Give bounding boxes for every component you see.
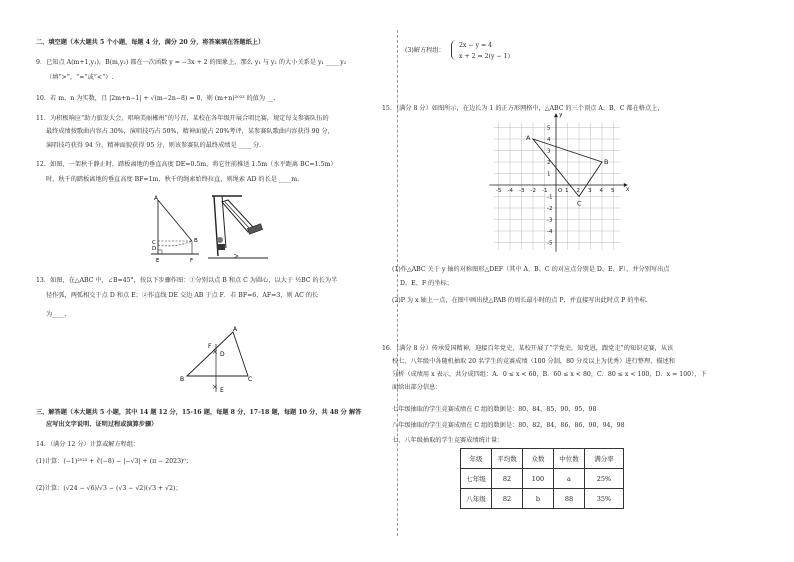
x-tick-label: 5	[611, 188, 615, 194]
fig13-label-c: C	[248, 376, 253, 383]
table-cell: 25%	[585, 469, 624, 489]
q14-part-3-label: (3)解方程组：	[405, 47, 445, 54]
origin-label: O	[558, 188, 563, 194]
x-tick-label: -3	[519, 188, 525, 194]
svg-text:×: ×	[212, 383, 218, 391]
y-tick-label: 3	[547, 148, 551, 155]
x-tick-label: -1	[542, 188, 548, 194]
fig12-label-f: F	[190, 258, 194, 264]
q16-grade8-data: 八年级抽取的学生竞赛成绩在 C 组的数据是：80，82，84，86，86，90，94，98	[392, 422, 625, 429]
y-tick-label: -1	[547, 194, 553, 201]
table-header-cell: 中位数	[554, 449, 585, 469]
q15-part-1: (1)作△ABC 关于 y 轴的对称图形△DEF（其中 A、B、C 的对应点分别是 D、E、F），并分别写出点	[392, 266, 670, 273]
x-tick-label: 2	[576, 188, 580, 194]
y-tick-label: 5	[547, 125, 551, 132]
q14-part-1: (1)计算：(−1)²⁰²³ + ∛(−8) − |−√3| + (π − 2023)⁰；	[36, 458, 193, 465]
table-cell: 七年级	[461, 469, 492, 489]
table-header-row	[461, 449, 624, 469]
q11-text-1: 11．为积极响应“助力旅发大会，唱响美丽郴州”的号召，某校在各年级开展合唱比赛，规定每支参赛队伍的	[36, 115, 329, 122]
table-row	[461, 469, 624, 489]
table-cell: 88	[554, 489, 585, 509]
table-header-cell: 年级	[461, 449, 492, 469]
x-tick-label: -4	[507, 188, 513, 194]
q13-figure-triangle	[178, 322, 258, 396]
fig12-label-a: A	[154, 195, 159, 202]
q16-grade7-data: 七年级抽取的学生竞赛成绩在 C 组的数据是：80，84，85，90，95，98	[392, 406, 597, 413]
fig13-label-b: B	[180, 376, 185, 383]
fig12-label-e: E	[156, 258, 160, 264]
x-tick-label: -2	[530, 188, 536, 194]
fig13-label-e: E	[220, 387, 224, 394]
section-3-title: 三、解答题（本大题共 5 小题，其中 14 题 12 分，15-16 题，每题 8 分，17-18 题，每题 10 分，共 48 分 解答	[36, 409, 362, 416]
fig13-label-f: F	[208, 343, 212, 350]
y-tick-label: -5	[547, 240, 553, 247]
table-cell: a	[554, 469, 585, 489]
y-tick-label: 4	[547, 137, 551, 143]
q9-hint: （填“>”，“=”或“<”）.	[46, 74, 114, 81]
q16-text-2: 校七、八年级中各随机抽取 20 名学生的竞赛成绩（100 分制，80 分及以上为优秀）进行整理、描述和	[392, 358, 675, 365]
y-axis-arrow	[554, 113, 558, 117]
fig12-label-c: C	[152, 240, 156, 246]
q13-text-3: 为____.	[46, 311, 67, 318]
section-3-subtitle: 应写出文字说明、证明过程或演算步骤）	[46, 421, 158, 428]
table-cell: 八年级	[461, 489, 492, 509]
equation-brace	[451, 40, 458, 60]
table-cell: 82	[492, 469, 523, 489]
q12-text-2: 时，秋千的踏板离地的垂直高度 BF=1m，秋千的绳索始终拉直，则绳索 AD 的长是 ____m.	[46, 176, 300, 183]
table-row	[461, 489, 624, 509]
q12-figure-triangle	[145, 192, 205, 270]
y-tick-label: -4	[547, 229, 553, 235]
x-tick-label: 1	[565, 188, 569, 194]
q16-text-1: 16．（满分 8 分）传承爱国精神，迎接百年党史，某校开展了“学党史，知党恩，跟党走”的知识竞赛，从该	[382, 345, 674, 352]
q11-text-2: 最终成绩按歌曲内容占 30%，演唱技巧占 50%，精神面貌占 20%考评，某参赛队歌曲内容获得 90 分，	[46, 128, 334, 135]
q12-figure-swing	[208, 188, 270, 270]
q12-text-1: 12．如图，一架秋千静止时，踏板离地的垂直高度 DE=0.5m，将它往前推送 1.5m（水平距离 BC=1.5m）	[36, 161, 337, 168]
x-tick-label: 3	[588, 188, 592, 194]
x-axis-label: x	[625, 186, 630, 193]
point-label-c: C	[577, 199, 582, 208]
q15-part-2: (2)P 为 x 轴上一点，在图中画出使△PAB 的周长最小时的点 P，并直接写出此时点 P 的坐标.	[392, 297, 648, 304]
point-label-a: A	[526, 134, 531, 142]
q13-text-2: 径作弧，两弧相交于点 D 和点 E；②作直线 DE 交边 AB 于点 F．若 BF=6，AF=3，则 AC 的长	[46, 292, 319, 299]
q10-text: 10．若 m，n 为实数，且 |2m+n−1| + √(m−2n−8) = 0，则 (m+n)²⁰²³ 的值为 __.	[36, 95, 276, 102]
svg-text:×: ×	[212, 348, 218, 356]
equation-1: 2x − y = 4	[459, 42, 493, 49]
fig12-label-b: B	[194, 238, 198, 244]
y-tick-label: 1	[547, 171, 551, 178]
statistics-table	[460, 448, 624, 509]
table-header-cell: 平均数	[492, 449, 523, 469]
table-cell: 82	[492, 489, 523, 509]
y-axis-label: y	[559, 113, 563, 119]
q13-text-1: 13．如图，在△ABC 中，∠B=45°，按以下步骤作图：①分别以点 B 和点 C 为圆心，以大于 ½BC 的长为半	[36, 277, 338, 284]
section-2-title: 二、填空题（本大题共 5 个小题，每题 4 分，满分 20 分，将答案填在答题纸上）	[36, 39, 265, 46]
q16-text-3: 分析（成绩用 x 表示，共分成四组：A．0 ≤ x < 60，B．60 ≤ x < 80，C．80 ≤ x < 100，D．x = 100），下	[392, 371, 707, 378]
y-tick-label: -3	[547, 217, 553, 224]
q16-table-caption: 七、八年级抽取的学生竞赛成绩统计量：	[392, 437, 504, 444]
q9-text: 9．已知点 A(m+1,y₁)，B(m,y₂) 都在一次函数 y = −3x + 2 的图象上，那么 y₁ 与 y₂ 的大小关系是 y₁ ____ y₂	[36, 59, 347, 66]
q14-part-2: (2)计算：(√24 − √6)/√3 − (√3 − √2)(√3 + √2)；	[36, 485, 182, 492]
table-cell: b	[523, 489, 554, 509]
fig13-label-d: D	[220, 351, 225, 358]
q16-text-4: 面给出部分信息：	[392, 384, 442, 391]
x-tick-label: -5	[496, 188, 502, 194]
x-tick-label: 4	[599, 188, 603, 194]
q11-text-3: 演唱技巧获得 94 分，精神面貌获得 95 分，则该参赛队的最终成绩是 ____ 分.	[46, 142, 262, 149]
y-tick-label: 2	[547, 160, 551, 166]
point-label-b: B	[604, 158, 609, 166]
q15-part-1-cont: D、E、F 的坐标；	[400, 280, 453, 287]
fig13-label-a: A	[233, 326, 238, 333]
q15-text: 15．（满分 8 分）如图所示，在边长为 1 的正方形网格中，△ABC 的三个顶点 A、B、C 都在格点上，	[382, 105, 664, 112]
fig12-label-d: D	[152, 246, 157, 252]
equation-2: x + 2 = 2(y − 1)	[459, 53, 510, 60]
table-cell: 35%	[585, 489, 624, 509]
table-header-cell: 满分率	[585, 449, 624, 469]
q14-text: 14．（满分 12 分）计算或解方程组：	[36, 441, 140, 448]
q15-coordinate-grid	[486, 113, 634, 259]
table-header-cell: 众数	[523, 449, 554, 469]
table-cell: 100	[523, 469, 554, 489]
y-tick-label: -2	[547, 206, 553, 212]
